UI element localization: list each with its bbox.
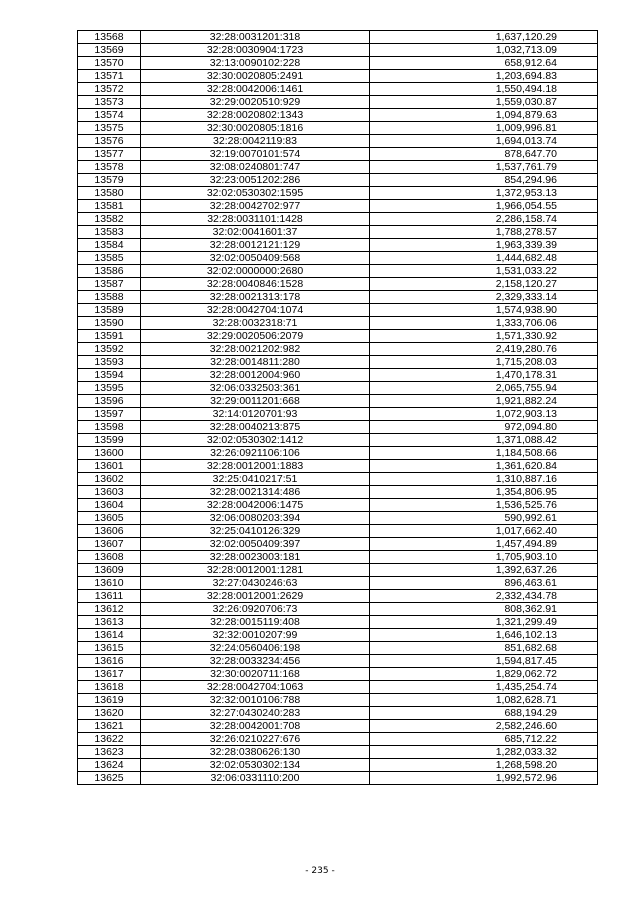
row-index-cell: 13602 — [78, 473, 141, 486]
row-index-cell: 13590 — [78, 317, 141, 330]
value-cell: 1,072,903.13 — [370, 408, 598, 421]
row-index-cell: 13576 — [78, 135, 141, 148]
value-cell: 1,963,339.39 — [370, 239, 598, 252]
value-cell: 1,646,102.13 — [370, 629, 598, 642]
value-cell: 1,310,887.16 — [370, 473, 598, 486]
value-cell: 1,637,120.29 — [370, 31, 598, 44]
table-row — [78, 330, 598, 343]
cadastral-number-cell: 32:28:0042702:977 — [141, 200, 370, 213]
table-row — [78, 616, 598, 629]
row-index-cell: 13579 — [78, 174, 141, 187]
value-cell: 658,912.64 — [370, 57, 598, 70]
cadastral-number-cell: 32:02:0050409:568 — [141, 252, 370, 265]
value-cell: 1,992,572.96 — [370, 772, 598, 785]
value-cell: 2,065,755.94 — [370, 382, 598, 395]
value-cell: 1,966,054.55 — [370, 200, 598, 213]
row-index-cell: 13593 — [78, 356, 141, 369]
value-cell: 685,712.22 — [370, 733, 598, 746]
table-row — [78, 746, 598, 759]
table-row — [78, 603, 598, 616]
cadastral-number-cell: 32:28:0031201:318 — [141, 31, 370, 44]
cadastral-number-cell: 32:19:0070101:574 — [141, 148, 370, 161]
table-row — [78, 681, 598, 694]
cadastral-number-cell: 32:25:0410217:51 — [141, 473, 370, 486]
cadastral-number-cell: 32:28:0380626:130 — [141, 746, 370, 759]
row-index-cell: 13583 — [78, 226, 141, 239]
value-cell: 1,392,637.26 — [370, 564, 598, 577]
cadastral-number-cell: 32:02:0530302:134 — [141, 759, 370, 772]
row-index-cell: 13601 — [78, 460, 141, 473]
cadastral-number-cell: 32:29:0020506:2079 — [141, 330, 370, 343]
cadastral-number-cell: 32:06:0080203:394 — [141, 512, 370, 525]
cadastral-number-cell: 32:30:0020805:1816 — [141, 122, 370, 135]
value-cell: 851,682.68 — [370, 642, 598, 655]
value-cell: 688,194.29 — [370, 707, 598, 720]
cadastral-number-cell: 32:02:0530302:1595 — [141, 187, 370, 200]
row-index-cell: 13587 — [78, 278, 141, 291]
table-row — [78, 343, 598, 356]
cadastral-number-cell: 32:28:0032318:71 — [141, 317, 370, 330]
row-index-cell: 13604 — [78, 499, 141, 512]
table-row — [78, 356, 598, 369]
cadastral-number-cell: 32:13:0090102:228 — [141, 57, 370, 70]
row-index-cell: 13603 — [78, 486, 141, 499]
cadastral-number-cell: 32:28:0015119:408 — [141, 616, 370, 629]
table-row — [78, 720, 598, 733]
value-cell: 1,435,254.74 — [370, 681, 598, 694]
cadastral-number-cell: 32:06:0331110:200 — [141, 772, 370, 785]
value-cell: 1,361,620.84 — [370, 460, 598, 473]
table-row — [78, 590, 598, 603]
row-index-cell: 13625 — [78, 772, 141, 785]
row-index-cell: 13588 — [78, 291, 141, 304]
cadastral-number-cell: 32:28:0040213:875 — [141, 421, 370, 434]
row-index-cell: 13585 — [78, 252, 141, 265]
cadastral-number-cell: 32:28:0023003:181 — [141, 551, 370, 564]
row-index-cell: 13573 — [78, 96, 141, 109]
cadastral-number-cell: 32:28:0042119:83 — [141, 135, 370, 148]
table-row — [78, 694, 598, 707]
row-index-cell: 13586 — [78, 265, 141, 278]
row-index-cell: 13617 — [78, 668, 141, 681]
cadastral-number-cell: 32:27:0430240:283 — [141, 707, 370, 720]
cadastral-number-cell: 32:28:0012121:129 — [141, 239, 370, 252]
value-cell: 1,788,278.57 — [370, 226, 598, 239]
cadastral-number-cell: 32:28:0042704:1063 — [141, 681, 370, 694]
row-index-cell: 13607 — [78, 538, 141, 551]
cadastral-number-cell: 32:27:0430246:63 — [141, 577, 370, 590]
row-index-cell: 13596 — [78, 395, 141, 408]
row-index-cell: 13615 — [78, 642, 141, 655]
table-row — [78, 512, 598, 525]
cadastral-value-table — [77, 30, 598, 785]
cadastral-number-cell: 32:25:0410126:329 — [141, 525, 370, 538]
table-row — [78, 83, 598, 96]
value-cell: 1,829,062.72 — [370, 668, 598, 681]
cadastral-number-cell: 32:28:0031101:1428 — [141, 213, 370, 226]
cadastral-number-cell: 32:28:0030904:1723 — [141, 44, 370, 57]
value-cell: 1,009,996.81 — [370, 122, 598, 135]
row-index-cell: 13599 — [78, 434, 141, 447]
table-row — [78, 317, 598, 330]
table-row — [78, 733, 598, 746]
value-cell: 1,536,525.76 — [370, 499, 598, 512]
table-row — [78, 369, 598, 382]
cadastral-number-cell: 32:26:0920706:73 — [141, 603, 370, 616]
value-cell: 1,457,494.89 — [370, 538, 598, 551]
table-row — [78, 434, 598, 447]
cadastral-number-cell: 32:30:0020805:2491 — [141, 70, 370, 83]
table-row — [78, 486, 598, 499]
table-row — [78, 473, 598, 486]
cadastral-number-cell: 32:28:0012001:1883 — [141, 460, 370, 473]
cadastral-number-cell: 32:28:0042006:1461 — [141, 83, 370, 96]
row-index-cell: 13621 — [78, 720, 141, 733]
cadastral-number-cell: 32:28:0012001:1281 — [141, 564, 370, 577]
value-cell: 1,531,033.22 — [370, 265, 598, 278]
table-body — [78, 31, 598, 785]
cadastral-number-cell: 32:28:0033234:456 — [141, 655, 370, 668]
table-row — [78, 109, 598, 122]
table-row — [78, 278, 598, 291]
cadastral-number-cell: 32:28:0021314:486 — [141, 486, 370, 499]
cadastral-number-cell: 32:30:0020711:168 — [141, 668, 370, 681]
table-row — [78, 668, 598, 681]
row-index-cell: 13624 — [78, 759, 141, 772]
table-row — [78, 148, 598, 161]
row-index-cell: 13610 — [78, 577, 141, 590]
value-cell: 1,537,761.79 — [370, 161, 598, 174]
table-row — [78, 395, 598, 408]
value-cell: 1,094,879.63 — [370, 109, 598, 122]
cadastral-number-cell: 32:26:0921106:106 — [141, 447, 370, 460]
table-row — [78, 421, 598, 434]
value-cell: 590,992.61 — [370, 512, 598, 525]
cadastral-number-cell: 32:24:0560406:198 — [141, 642, 370, 655]
table-row — [78, 551, 598, 564]
value-cell: 1,268,598.20 — [370, 759, 598, 772]
table-row — [78, 655, 598, 668]
table-row — [78, 629, 598, 642]
row-index-cell: 13623 — [78, 746, 141, 759]
value-cell: 2,286,158.74 — [370, 213, 598, 226]
value-cell: 1,371,088.42 — [370, 434, 598, 447]
table-row — [78, 304, 598, 317]
cadastral-number-cell: 32:06:0332503:361 — [141, 382, 370, 395]
row-index-cell: 13608 — [78, 551, 141, 564]
row-index-cell: 13582 — [78, 213, 141, 226]
table-row — [78, 239, 598, 252]
value-cell: 1,705,903.10 — [370, 551, 598, 564]
table-row — [78, 70, 598, 83]
table-row — [78, 499, 598, 512]
cadastral-number-cell: 32:32:0010207:99 — [141, 629, 370, 642]
cadastral-number-cell: 32:02:0041601:37 — [141, 226, 370, 239]
cadastral-number-cell: 32:28:0012004:960 — [141, 369, 370, 382]
row-index-cell: 13578 — [78, 161, 141, 174]
row-index-cell: 13584 — [78, 239, 141, 252]
value-cell: 1,470,178.31 — [370, 369, 598, 382]
cadastral-number-cell: 32:28:0021202:982 — [141, 343, 370, 356]
table-row — [78, 291, 598, 304]
table-row — [78, 642, 598, 655]
cadastral-number-cell: 32:29:0011201:668 — [141, 395, 370, 408]
row-index-cell: 13619 — [78, 694, 141, 707]
value-cell: 1,559,030.87 — [370, 96, 598, 109]
row-index-cell: 13606 — [78, 525, 141, 538]
value-cell: 896,463.61 — [370, 577, 598, 590]
table-row — [78, 226, 598, 239]
value-cell: 1,372,953.13 — [370, 187, 598, 200]
value-cell: 1,017,662.40 — [370, 525, 598, 538]
table-row — [78, 408, 598, 421]
table-row — [78, 460, 598, 473]
row-index-cell: 13605 — [78, 512, 141, 525]
row-index-cell: 13572 — [78, 83, 141, 96]
row-index-cell: 13614 — [78, 629, 141, 642]
row-index-cell: 13574 — [78, 109, 141, 122]
cadastral-number-cell: 32:02:0000000:2680 — [141, 265, 370, 278]
cadastral-number-cell: 32:28:0042704:1074 — [141, 304, 370, 317]
table-row — [78, 200, 598, 213]
table-row — [78, 187, 598, 200]
table-row — [78, 31, 598, 44]
row-index-cell: 13611 — [78, 590, 141, 603]
value-cell: 1,921,882.24 — [370, 395, 598, 408]
table-row — [78, 213, 598, 226]
value-cell: 1,203,694.83 — [370, 70, 598, 83]
value-cell: 1,574,938.90 — [370, 304, 598, 317]
table-row — [78, 772, 598, 785]
table-row — [78, 252, 598, 265]
value-cell: 972,094.80 — [370, 421, 598, 434]
row-index-cell: 13612 — [78, 603, 141, 616]
value-cell: 1,444,682.48 — [370, 252, 598, 265]
page-number: - 235 - — [305, 866, 335, 876]
table-row — [78, 122, 598, 135]
value-cell: 2,419,280.76 — [370, 343, 598, 356]
row-index-cell: 13568 — [78, 31, 141, 44]
value-cell: 1,571,330.92 — [370, 330, 598, 343]
value-cell: 2,582,246.60 — [370, 720, 598, 733]
table-row — [78, 759, 598, 772]
row-index-cell: 13618 — [78, 681, 141, 694]
cadastral-number-cell: 32:32:0010106:788 — [141, 694, 370, 707]
value-cell: 1,550,494.18 — [370, 83, 598, 96]
table-row — [78, 707, 598, 720]
row-index-cell: 13594 — [78, 369, 141, 382]
cadastral-number-cell: 32:28:0021313:178 — [141, 291, 370, 304]
cadastral-number-cell: 32:14:0120701:93 — [141, 408, 370, 421]
row-index-cell: 13591 — [78, 330, 141, 343]
cadastral-number-cell: 32:28:0020802:1343 — [141, 109, 370, 122]
cadastral-number-cell: 32:08:0240801:747 — [141, 161, 370, 174]
value-cell: 1,032,713.09 — [370, 44, 598, 57]
cadastral-number-cell: 32:28:0014811:280 — [141, 356, 370, 369]
table-row — [78, 538, 598, 551]
row-index-cell: 13616 — [78, 655, 141, 668]
cadastral-number-cell: 32:28:0042001:708 — [141, 720, 370, 733]
cadastral-number-cell: 32:26:0210227:676 — [141, 733, 370, 746]
value-cell: 1,694,013.74 — [370, 135, 598, 148]
cadastral-number-cell: 32:29:0020510:929 — [141, 96, 370, 109]
row-index-cell: 13613 — [78, 616, 141, 629]
table-row — [78, 174, 598, 187]
cadastral-number-cell: 32:28:0040846:1528 — [141, 278, 370, 291]
table-row — [78, 265, 598, 278]
value-cell: 854,294.96 — [370, 174, 598, 187]
value-cell: 2,332,434.78 — [370, 590, 598, 603]
cadastral-number-cell: 32:23:0051202:286 — [141, 174, 370, 187]
value-cell: 1,715,208.03 — [370, 356, 598, 369]
row-index-cell: 13589 — [78, 304, 141, 317]
table-row — [78, 96, 598, 109]
value-cell: 1,594,817.45 — [370, 655, 598, 668]
value-cell: 2,158,120.27 — [370, 278, 598, 291]
row-index-cell: 13622 — [78, 733, 141, 746]
value-cell: 1,082,628.71 — [370, 694, 598, 707]
value-cell: 808,362.91 — [370, 603, 598, 616]
row-index-cell: 13600 — [78, 447, 141, 460]
row-index-cell: 13595 — [78, 382, 141, 395]
row-index-cell: 13577 — [78, 148, 141, 161]
row-index-cell: 13609 — [78, 564, 141, 577]
row-index-cell: 13598 — [78, 421, 141, 434]
value-cell: 878,647.70 — [370, 148, 598, 161]
value-cell: 1,282,033.32 — [370, 746, 598, 759]
table-row — [78, 44, 598, 57]
cadastral-number-cell: 32:02:0050409:397 — [141, 538, 370, 551]
table-row — [78, 447, 598, 460]
table-row — [78, 135, 598, 148]
row-index-cell: 13569 — [78, 44, 141, 57]
table-row — [78, 564, 598, 577]
cadastral-number-cell: 32:28:0042006:1475 — [141, 499, 370, 512]
value-cell: 1,354,806.95 — [370, 486, 598, 499]
row-index-cell: 13597 — [78, 408, 141, 421]
table-row — [78, 525, 598, 538]
value-cell: 2,329,333.14 — [370, 291, 598, 304]
value-cell: 1,184,508.66 — [370, 447, 598, 460]
row-index-cell: 13570 — [78, 57, 141, 70]
row-index-cell: 13592 — [78, 343, 141, 356]
table-row — [78, 161, 598, 174]
row-index-cell: 13581 — [78, 200, 141, 213]
row-index-cell: 13580 — [78, 187, 141, 200]
value-cell: 1,321,299.49 — [370, 616, 598, 629]
cadastral-number-cell: 32:28:0012001:2629 — [141, 590, 370, 603]
cadastral-number-cell: 32:02:0530302:1412 — [141, 434, 370, 447]
table-row — [78, 57, 598, 70]
value-cell: 1,333,706.06 — [370, 317, 598, 330]
row-index-cell: 13571 — [78, 70, 141, 83]
table-row — [78, 577, 598, 590]
row-index-cell: 13575 — [78, 122, 141, 135]
row-index-cell: 13620 — [78, 707, 141, 720]
table-row — [78, 382, 598, 395]
